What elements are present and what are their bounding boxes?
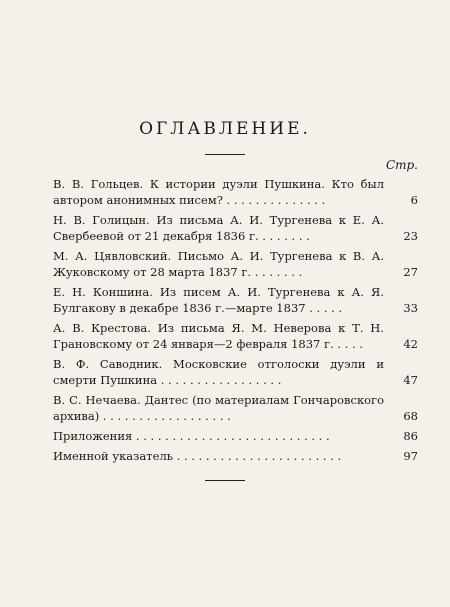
toc-entry (53, 320, 418, 352)
toc-entry-text: А. В. Крестова. Из письма Я. М. Неверова к Т. Н. Грановскому от 24 января—2 февраля 1837 г. . . . . (53, 321, 384, 351)
toc-entry-text: Именной указатель . . . . . . . . . . . . . . . . . . . . . . . (53, 449, 342, 463)
toc-entry-page: 42 (403, 337, 418, 351)
toc-entry-page: 33 (403, 301, 418, 315)
toc-entry (53, 448, 418, 464)
toc-entry (53, 356, 418, 388)
toc-entry (53, 176, 418, 208)
toc-entry (53, 428, 418, 444)
toc-entry-page: 97 (403, 449, 418, 463)
toc-entry-text: Н. В. Голицын. Из письма А. И. Тургенева к Е. А. Свербеевой от 21 декабря 1836 г. . . . . . . . (53, 213, 384, 243)
toc-entry-text: В. Ф. Саводник. Московские отголоски дуэли и смерти Пушкина . . . . . . . . . . . . . . . . . (53, 357, 384, 387)
end-divider (205, 480, 245, 481)
toc-entry-page: 6 (410, 193, 418, 207)
title-divider (205, 154, 245, 155)
toc-entry-text: В. В. Гольцев. К истории дуэли Пушкина. Кто был автором анонимных писем? . . . . . . . . . . . . . . (53, 177, 384, 207)
toc-entry-page: 68 (403, 409, 418, 423)
page-column-label: Стр. (385, 158, 418, 172)
toc-entry-text: М. А. Цявловский. Письмо А. И. Тургенева к В. А. Жуковскому от 28 марта 1837 г. . . . . . . . (53, 249, 384, 279)
toc-entry-page: 27 (403, 265, 418, 279)
toc-entry-text: В. С. Нечаева. Дантес (по материалам Гончаровского архива) . . . . . . . . . . . . . . . . . . (53, 393, 384, 423)
toc-entry-text: Приложения . . . . . . . . . . . . . . . . . . . . . . . . . . . (53, 429, 330, 443)
table-of-contents (53, 176, 418, 468)
toc-entry (53, 284, 418, 316)
toc-entry (53, 212, 418, 244)
toc-entry-page: 23 (403, 229, 418, 243)
toc-entry-text: Е. Н. Коншина. Из писем А. И. Тургенева к А. Я. Булгакову в декабре 1836 г.—марте 1837 . . . . . (53, 285, 384, 315)
toc-entry-page: 47 (403, 373, 418, 387)
page-title: ОГЛАВЛЕНИЕ. (139, 119, 311, 139)
toc-entry-page: 86 (403, 429, 418, 443)
toc-entry (53, 248, 418, 280)
toc-entry (53, 392, 418, 424)
